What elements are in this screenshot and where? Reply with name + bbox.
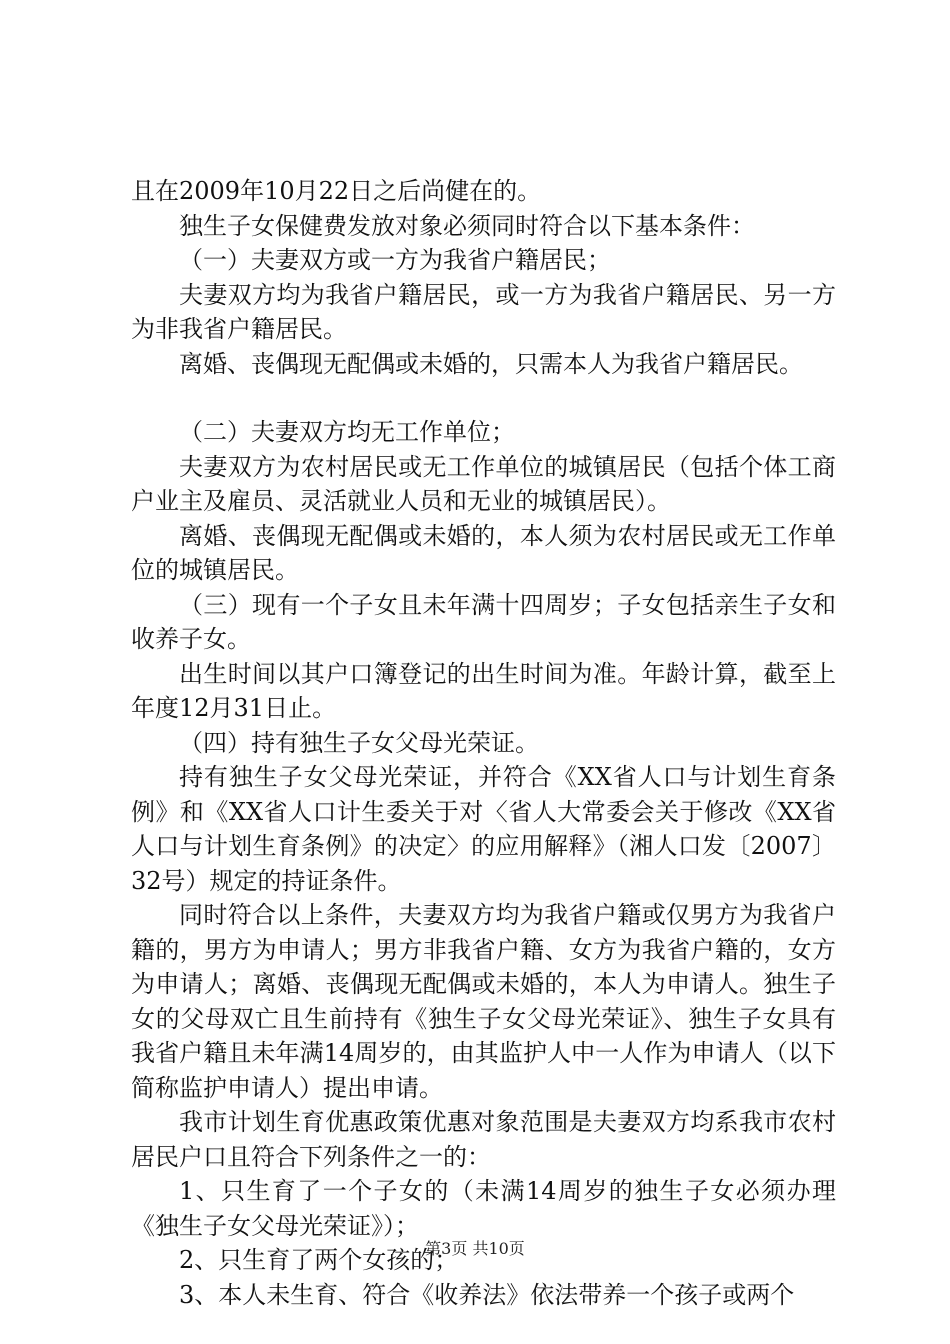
paragraph-9: （三）现有一个子女且未年满十四周岁；子女包括亲生子女和收养子女。: [131, 590, 836, 653]
paragraph-10: 出生时间以其户口簿登记的出生时间为准。年龄计算，截至上年度12月31日止。: [131, 659, 836, 722]
paragraph-6: （二）夫妻双方均无工作单位；: [179, 418, 515, 446]
paragraph-16: 2、只生育了两个女孩的；: [179, 1246, 459, 1274]
paragraph-12: 持有独生子女父母光荣证，并符合《XX省人口与计划生育条例》和《XX省人口计生委关于对〈省人大常委会关于修改《XX省人口与计划生育条例》的决定〉的应用解释》（湘人口发〔2007〕32号）规定的持证条件。: [131, 763, 836, 895]
paragraph-1: 且在2009年10月22日之后尚健在的。: [131, 177, 542, 205]
document-body: [131, 174, 836, 1312]
paragraph-8: 离婚、丧偶现无配偶或未婚的，本人须为农村居民或无工作单位的城镇居民。: [131, 521, 836, 584]
paragraph-13: 同时符合以上条件，夫妻双方均为我省户籍或仅男方为我省户籍的，男方为申请人；男方非我省户籍、女方为我省户籍的，女方为申请人；离婚、丧偶现无配偶或未婚的，本人为申请人。独生子女的父母双亡且生前持有《独生子女父母光荣证》、独生子女具有我省户籍且未年满14周岁的，由其监护人中一人作为申请人（以下简称监护申请人）提出申请。: [131, 901, 836, 1102]
paragraph-3: （一）夫妻双方或一方为我省户籍居民；: [179, 246, 611, 274]
paragraph-14: 我市计划生育优惠政策优惠对象范围是夫妻双方均系我市农村居民户口且符合下列条件之一的：: [131, 1108, 836, 1171]
paragraph-15: 1、只生育了一个子女的（未满14周岁的独生子女必须办理《独生子女父母光荣证》）；: [131, 1177, 836, 1240]
paragraph-2: 独生子女保健费发放对象必须同时符合以下基本条件：: [179, 211, 755, 240]
paragraph-4: 夫妻双方均为我省户籍居民，或一方为我省户籍居民、另一方为非我省户籍居民。: [131, 280, 836, 343]
paragraph-5: 离婚、丧偶现无配偶或未婚的，只需本人为我省户籍居民。: [179, 349, 803, 378]
paragraph-11: （四）持有独生子女父母光荣证。: [179, 728, 539, 757]
paragraph-17: 3、本人未生育、符合《收养法》依法带养一个孩子或两个: [179, 1280, 795, 1309]
paragraph-gap: [131, 381, 836, 415]
page-footer: 第3页 共10页: [425, 1239, 525, 1258]
paragraph-7: 夫妻双方为农村居民或无工作单位的城镇居民（包括个体工商户业主及雇员、灵活就业人员和无业的城镇居民）。: [131, 452, 836, 515]
